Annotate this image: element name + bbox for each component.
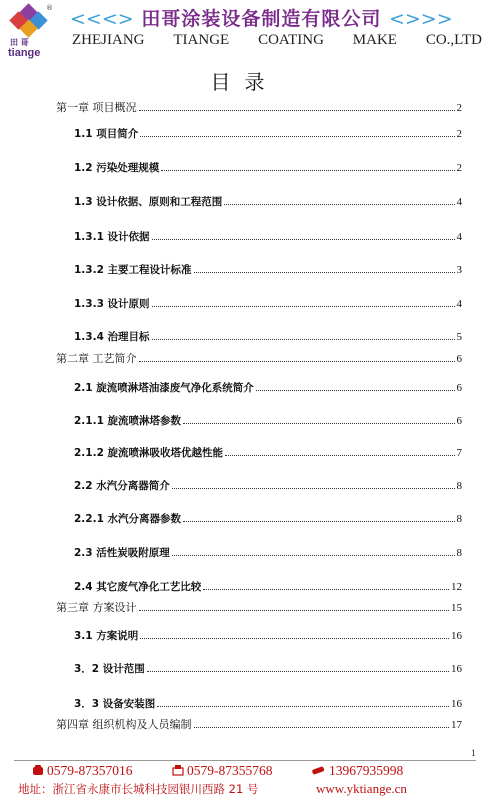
toc-leader-dots: [172, 555, 455, 556]
toc-entry-label: 2.1.1 旋流喷淋塔参数: [74, 415, 182, 427]
toc-entry[interactable]: [74, 413, 462, 428]
toc-leader-dots: [256, 390, 455, 391]
toc-entry-page: 12: [451, 581, 462, 593]
toc-leader-dots: [139, 361, 455, 362]
toc-entry[interactable]: [74, 160, 462, 175]
website-link[interactable]: www.yktiange.cn: [316, 781, 407, 796]
toc-entry-page: 16: [451, 630, 462, 642]
toc-entry[interactable]: [56, 716, 462, 732]
fax-number: 0579-87355768: [187, 763, 273, 778]
footer-contacts: [18, 763, 478, 779]
decor-arrows-left: <<<>: [70, 8, 134, 30]
toc-entry[interactable]: [74, 628, 462, 643]
logo-text-en: tiange: [8, 47, 41, 59]
toc-entry-page: 8: [456, 513, 462, 525]
toc-entry-page: 4: [456, 196, 462, 208]
toc-entry-label: 1.2 污染处理规模: [74, 162, 160, 174]
company-name-en: [72, 32, 482, 49]
toc-leader-dots: [183, 521, 454, 522]
toc-entry[interactable]: [74, 579, 462, 594]
fax-item: [172, 763, 273, 779]
toc-entry-label: 2.2 水汽分离器简介: [74, 480, 170, 492]
toc-leader-dots: [152, 339, 455, 340]
toc-entry[interactable]: [56, 350, 462, 366]
toc-entry-page: 3: [456, 264, 462, 276]
toc-entry[interactable]: [74, 126, 462, 141]
company-en-word: ZHEJIANG: [72, 32, 145, 48]
toc-entry-label: 第四章 组织机构及人员编制: [56, 718, 192, 731]
toc-entry-page: 4: [456, 298, 462, 310]
company-logo: [8, 4, 54, 60]
toc-entry-label: 第三章 方案设计: [56, 601, 137, 614]
toc-leader-dots: [194, 272, 455, 273]
toc-leader-dots: [147, 671, 449, 672]
mobile-icon: [310, 765, 326, 776]
toc-entry-page: 6: [456, 382, 462, 394]
decor-arrows-right: <>>>: [388, 8, 453, 30]
toc-entry[interactable]: [74, 194, 462, 209]
toc-entry-page: 2: [456, 102, 462, 114]
toc-entry-page: 7: [456, 447, 462, 459]
toc-entry-label: 3．3 设备安装图: [74, 698, 156, 710]
toc-entry[interactable]: [74, 661, 462, 676]
toc-leader-dots: [152, 306, 455, 307]
logo-text-cn: 田 哥: [10, 38, 29, 47]
company-en-word: MAKE: [352, 32, 397, 48]
toc-leader-dots: [225, 455, 454, 456]
toc-entry-label: 1.3.2 主要工程设计标准: [74, 264, 192, 276]
toc-leader-dots: [183, 423, 454, 424]
toc-entry-label: 3．2 设计范围: [74, 663, 145, 675]
toc-entry[interactable]: [74, 445, 462, 460]
toc-entry-page: 2: [456, 162, 462, 174]
toc-entry-label: 1.1 项目简介: [74, 128, 139, 140]
toc-entry-page: 16: [451, 698, 462, 710]
toc-leader-dots: [172, 488, 455, 489]
footer-address-line: [18, 781, 478, 797]
toc-entry-label: 2.4 其它废气净化工艺比较: [74, 581, 202, 593]
page-title: 目录: [210, 70, 279, 94]
page-header: [0, 0, 489, 62]
toc-entry[interactable]: [74, 545, 462, 560]
toc-entry-page: 6: [456, 415, 462, 427]
company-name-cn-text: 田哥涂装设备制造有限公司: [141, 8, 382, 30]
toc-entry[interactable]: [74, 329, 462, 344]
toc-entry[interactable]: [56, 599, 462, 615]
toc-entry[interactable]: [56, 99, 462, 115]
toc-entry[interactable]: [74, 380, 462, 395]
toc-entry[interactable]: [74, 696, 462, 711]
company-en-word: CO.,LTD: [425, 32, 482, 48]
mobile-number: 13967935998: [329, 763, 404, 778]
toc-entry[interactable]: [74, 478, 462, 493]
company-en-word: COATING: [258, 32, 324, 48]
toc-entry-label: 2.2.1 水汽分离器参数: [74, 513, 182, 525]
toc-leader-dots: [161, 170, 454, 171]
toc-entry-label: 2.1.2 旋流喷淋吸收塔优越性能: [74, 447, 224, 459]
toc-entry[interactable]: [74, 511, 462, 526]
registered-mark: ®: [46, 4, 53, 12]
toc-leader-dots: [140, 136, 454, 137]
toc-leader-dots: [139, 610, 450, 611]
fax-icon: [172, 765, 184, 776]
toc-leader-dots: [152, 239, 455, 240]
toc-leader-dots: [157, 706, 449, 707]
toc-entry-page: 5: [456, 331, 462, 343]
toc-entry-label: 第二章 工艺简介: [56, 352, 137, 365]
toc-entry-label: 2.1 旋流喷淋塔油漆废气净化系统简介: [74, 382, 254, 394]
toc-entry-label: 第一章 项目概况: [56, 101, 137, 114]
toc-entry-label: 1.3.4 治理目标: [74, 331, 150, 343]
toc-entry-page: 8: [456, 480, 462, 492]
toc-entry[interactable]: [74, 229, 462, 244]
page-number: 1: [471, 748, 476, 758]
toc-leader-dots: [203, 589, 449, 590]
toc-entry-page: 6: [456, 353, 462, 365]
phone-icon: [32, 765, 44, 776]
toc-entry-label: 1.3.1 设计依据: [74, 231, 150, 243]
toc-entry-label: 1.3 设计依据、原则和工程范围: [74, 196, 223, 208]
toc-leader-dots: [224, 204, 454, 205]
toc-entry[interactable]: [74, 296, 462, 311]
toc-entry-label: 1.3.3 设计原则: [74, 298, 150, 310]
toc-leader-dots: [140, 638, 449, 639]
toc-entry-page: 8: [456, 547, 462, 559]
toc-entry[interactable]: [74, 262, 462, 277]
toc-entry-page: 16: [451, 663, 462, 675]
toc-entry-page: 17: [451, 719, 462, 731]
toc-leader-dots: [194, 727, 450, 728]
toc-entry-page: 2: [456, 128, 462, 140]
phone-item: [32, 763, 133, 779]
toc-entry-page: 15: [451, 602, 462, 614]
company-name-cn: [70, 4, 480, 31]
company-en-word: TIANGE: [173, 32, 230, 48]
mobile-item: [310, 763, 403, 779]
toc-entry-label: 2.3 活性炭吸附原理: [74, 547, 170, 559]
toc-leader-dots: [139, 110, 455, 111]
toc-entry-label: 3.1 方案说明: [74, 630, 139, 642]
toc-entry-page: 4: [456, 231, 462, 243]
phone-number: 0579-87357016: [47, 763, 133, 778]
footer-divider: [14, 760, 476, 761]
address-text: 地址：浙江省永康市长城科技园银川西路 21 号: [18, 782, 259, 796]
